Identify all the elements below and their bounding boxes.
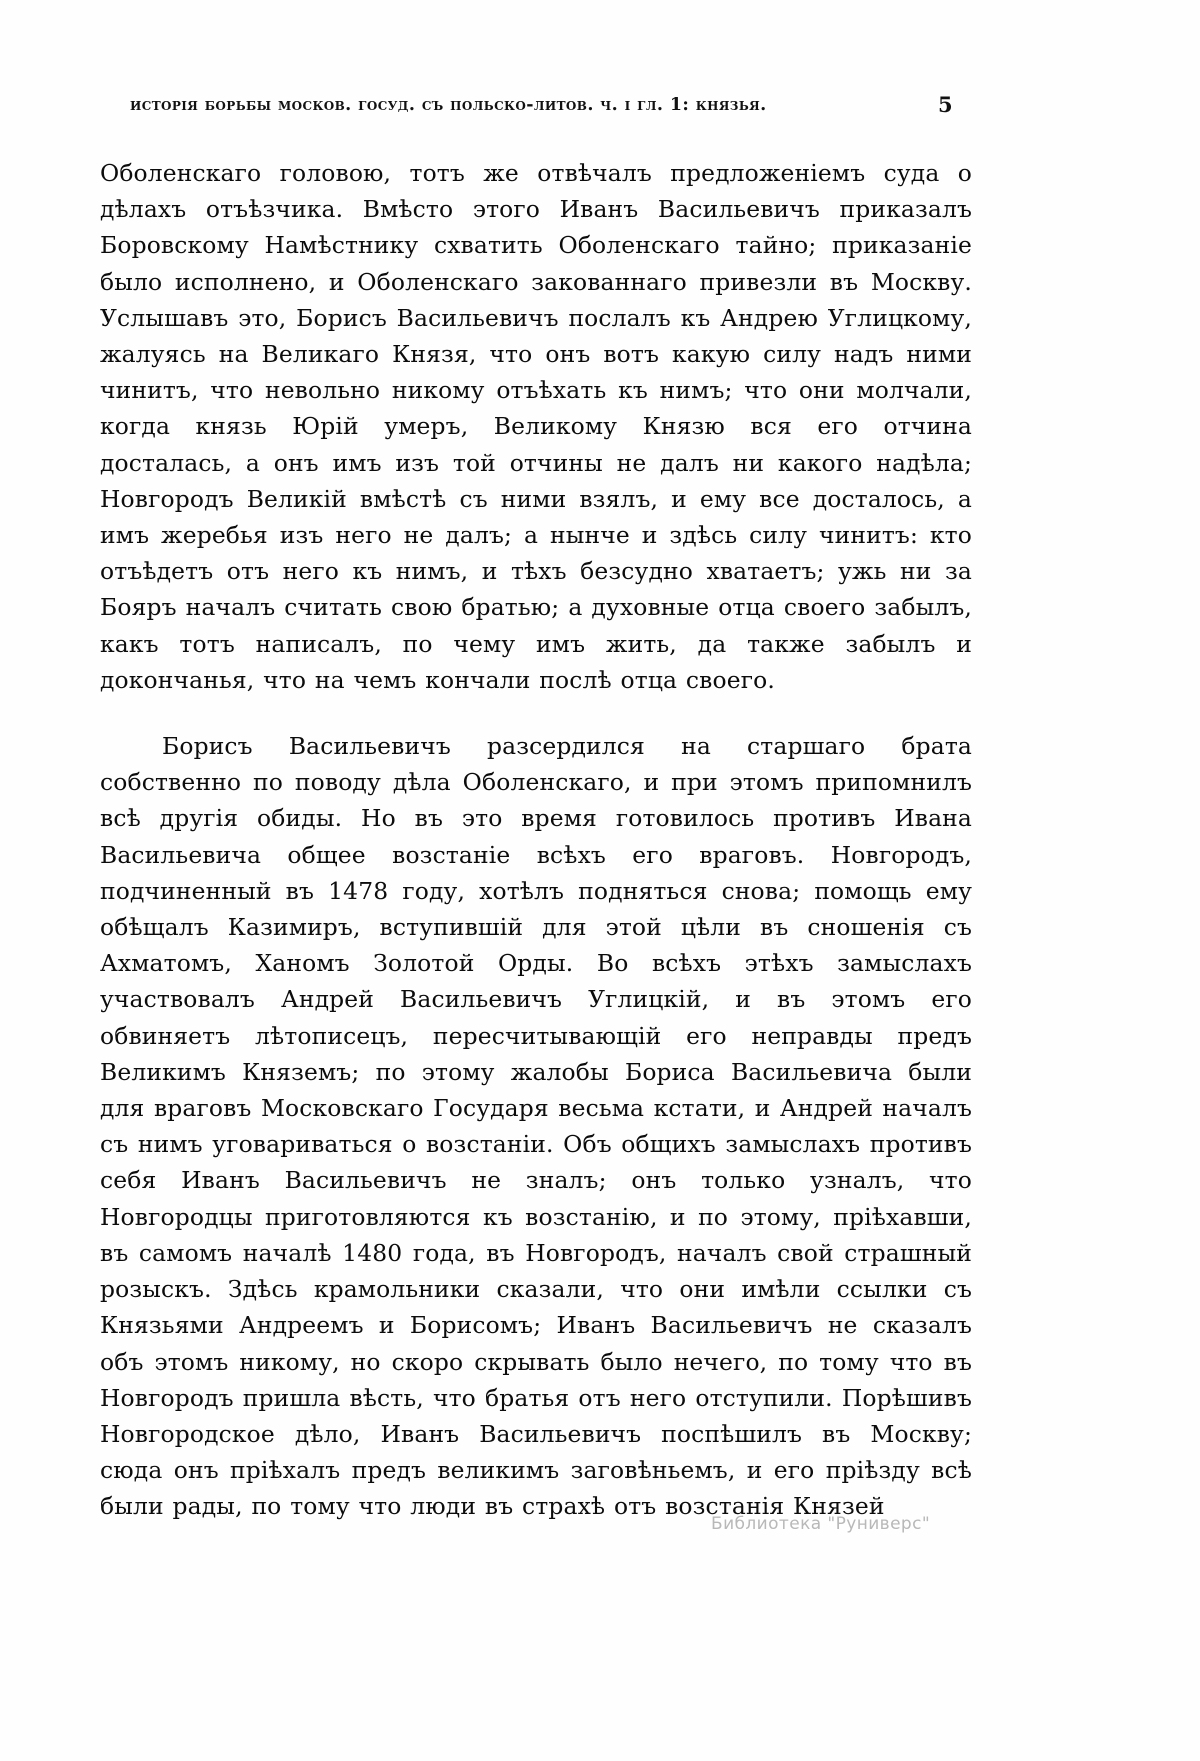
library-watermark: Библиотека "Руниверс"	[711, 1514, 931, 1534]
paragraph: Борисъ Васильевичъ разсердился на старшаго брата собственно по поводу дѣла Оболенскаго, и при этомъ припомнилъ всѣ другія обиды. Но въ это время готовилось противъ Ивана Васильевича общее возстаніе всѣхъ его враговъ. Новгородъ, подчиненный въ 1478 году, хотѣлъ подняться снова; помощь ему обѣщалъ Казимиръ, вступившій для этой цѣли въ сношенія съ Ахматомъ, Ханомъ Золотой Орды. Во всѣхъ этѣхъ замыслахъ участвовалъ Андрей Васильевичъ Углицкій, и въ этомъ его обвиняетъ лѣтописецъ, пересчитывающій его неправды предъ Великимъ Княземъ; по этому жалобы Бориса Васильевича были для враговъ Московскаго Государя весьма кстати, и Андрей началъ съ нимъ уговариваться о возстаніи. Объ общихъ замыслахъ противъ себя Иванъ Васильевичъ не зналъ; онъ только узналъ, что Новгородцы приготовляются къ возстанію, и по этому, пріѣхавши, въ самомъ началѣ 1480 года, въ Новгородъ, началъ свой страшный розыскъ. Здѣсь крамольники сказали, что они имѣли ссылки съ Князьями Андреемъ и Борисомъ; Иванъ Васильевичъ не сказалъ объ этомъ никому, но скоро скрывать было нечего, по тому что въ Новгородъ пришла вѣсть, что братья отъ него отступили. Порѣшивъ Новгородское дѣло, Иванъ Васильевичъ поспѣшилъ въ Москву; сюда онъ пріѣхалъ предъ великимъ заговѣньемъ, и его пріѣзду всѣ были рады, по тому что люди въ страхѣ отъ возстанія Князей	[100, 732, 972, 1521]
body-text	[100, 155, 972, 1525]
paragraph: Оболенскаго головою, тотъ же отвѣчалъ предложеніемъ суда о дѣлахъ отъѣзчика. Вмѣсто этого Иванъ Васильевичъ приказалъ Боровскому Намѣстнику схватить Оболенскаго тайно; приказаніе было исполнено, и Оболенскаго закованнаго привезли въ Москву. Услышавъ это, Борисъ Васильевичъ послалъ къ Андрею Углицкому, жалуясь на Великаго Князя, что онъ вотъ какую силу надъ ними чинитъ, что невольно никому отъѣхать къ нимъ; что они молчали, когда князь Юрій умеръ, Великому Князю вся его отчина досталась, а онъ имъ изъ той отчины не далъ ни какого надѣла; Новгородъ Великій вмѣстѣ съ ними взялъ, и ему все досталось, а имъ жеребья изъ него не далъ; а нынче и здѣсь силу чинитъ: кто отъѣдетъ отъ него къ нимъ, и тѣхъ безсудно хватаетъ; ужь ни за Бояръ началъ считать свою братью; а духовные отца своего забылъ, какъ тотъ написалъ, по чему имъ жить, да также забылъ и докончанья, что на чемъ кончали послѣ отца своего.	[100, 159, 972, 694]
page-number: 5	[938, 92, 953, 117]
running-head: исторія борьбы москов. госуд. съ польско-литов. ч. i гл. 1: князья.	[130, 95, 767, 115]
